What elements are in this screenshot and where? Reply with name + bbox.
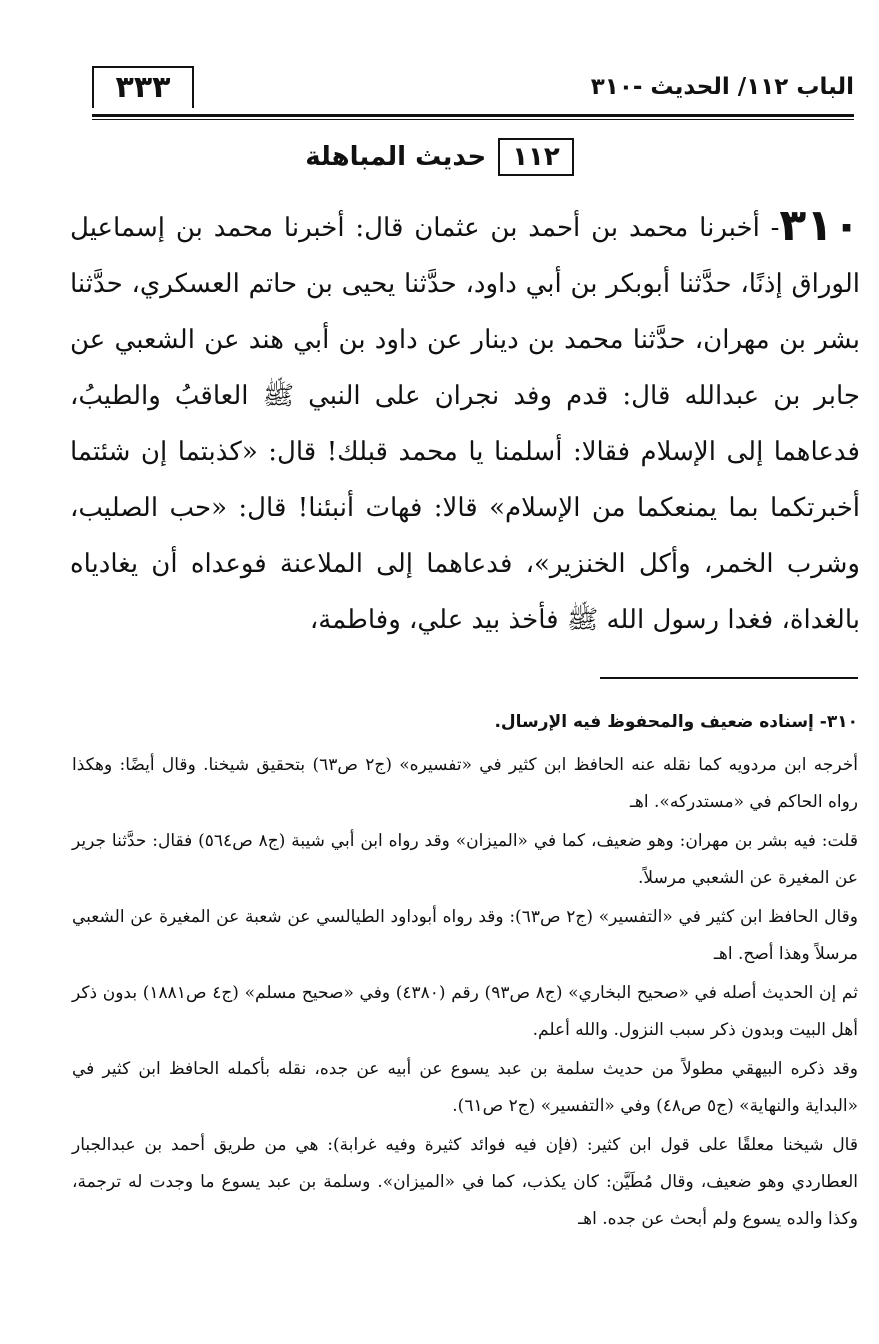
header-rule-thin <box>92 119 854 120</box>
running-header <box>92 64 854 120</box>
footnote-paragraph: أخرجه ابن مردويه كما نقله عنه الحافظ ابن كثير في «تفسيره» (ج٢ ص٦٣) بتحقيق شيخنا. وقال أيضًا: وهكذا رواه الحاكم في «مستدركه». اهـ <box>72 755 859 812</box>
chapter-title: حديث المباهلة <box>305 142 487 172</box>
footnote-paragraph: وقال الحافظ ابن كثير في «التفسير» (ج٢ ص٦٣): وقد رواه أبوداود الطيالسي عن شعبة عن المغيرة عن الشعبي مرسلاً وهذا أصح. اهـ <box>72 907 858 964</box>
footnote-divider <box>600 677 858 679</box>
header-rule <box>92 114 854 117</box>
hadith-text-block <box>70 198 860 648</box>
running-header-title: الباب ١١٢/ الحديث -٣١٠ <box>590 74 854 100</box>
footnote-paragraph: قلت: فيه بشر بن مهران: وهو ضعيف، كما في «الميزان» وقد رواه ابن أبي شيبة (ج٨ ص٥٦٤) فقال: حدَّثنا جرير عن المغيرة عن الشعبي مرسلاً. <box>72 831 858 888</box>
chapter-number: ١١٢ <box>498 138 574 176</box>
page-number: ٣٣٣ <box>92 66 194 108</box>
chapter-heading <box>0 138 879 176</box>
footnote-paragraph: ثم إن الحديث أصله في «صحيح البخاري» (ج٨ ص٩٣) رقم (٤٣٨٠) وفي «صحيح مسلم» (ج٤ ص١٨٨١) بدون ذكر أهل البيت وبدون ذكر سبب النزول. والله أعلم. <box>72 983 858 1040</box>
footnote-paragraph: قال شيخنا معلقًا على قول ابن كثير: (فإن فيه فوائد كثيرة وفيه غرابة): هي من طريق أحمد بن عبدالجبار العطاردي وهو ضعيف، وقال مُطَيَّن: كان يكذب، كما في «الميزان». وسلمة بن عبد يسوع ما وجدت له ترجمة، وكذا والده يسوع ولم أبحث عن جده. اهـ <box>72 1135 858 1229</box>
footnote-paragraph: وقد ذكره البيهقي مطولاً من حديث سلمة بن عبد يسوع عن أبيه عن جده، نقله بأكمله الحافظ ابن كثير في «البداية والنهاية» (ج٥ ص٤٨) وفي «التفسير» (ج٢ ص٦١). <box>72 1059 858 1116</box>
hadith-number: ٣١٠ <box>779 200 860 251</box>
hadith-text: - أخبرنا محمد بن أحمد بن عثمان قال: أخبرنا محمد بن إسماعيل الوراق إذنًا، حدَّثنا أبوبكر بن أبي داود، حدَّثنا يحيى بن حاتم العسكري، حدَّثنا بشر بن مهران، حدَّثنا محمد بن دينار عن داود بن أبي هند عن الشعبي عن جابر بن عبدالله قال: قدم وفد نجران على النبي ﷺ العاقبُ والطيبُ، فدعاهما إلى الإسلام فقالا: أسلمنا يا محمد قبلك! قال: «كذبتما إن شئتما أخبرتكما بما يمنعكما من الإسلام» قالا: فهات أنبئنا! قال: «حب الصليب، وشرب الخمر، وأكل الخنزير»، فدعاهما إلى الملاعنة فوعداه أن يغادياه بالغداة، فغدا رسول الله ﷺ فأخذ بيد علي، وفاطمة، <box>70 213 860 635</box>
footnote-heading: ٣١٠- إسناده ضعيف والمحفوظ فيه الإرسال. <box>494 712 858 732</box>
footnotes <box>72 704 858 1240</box>
